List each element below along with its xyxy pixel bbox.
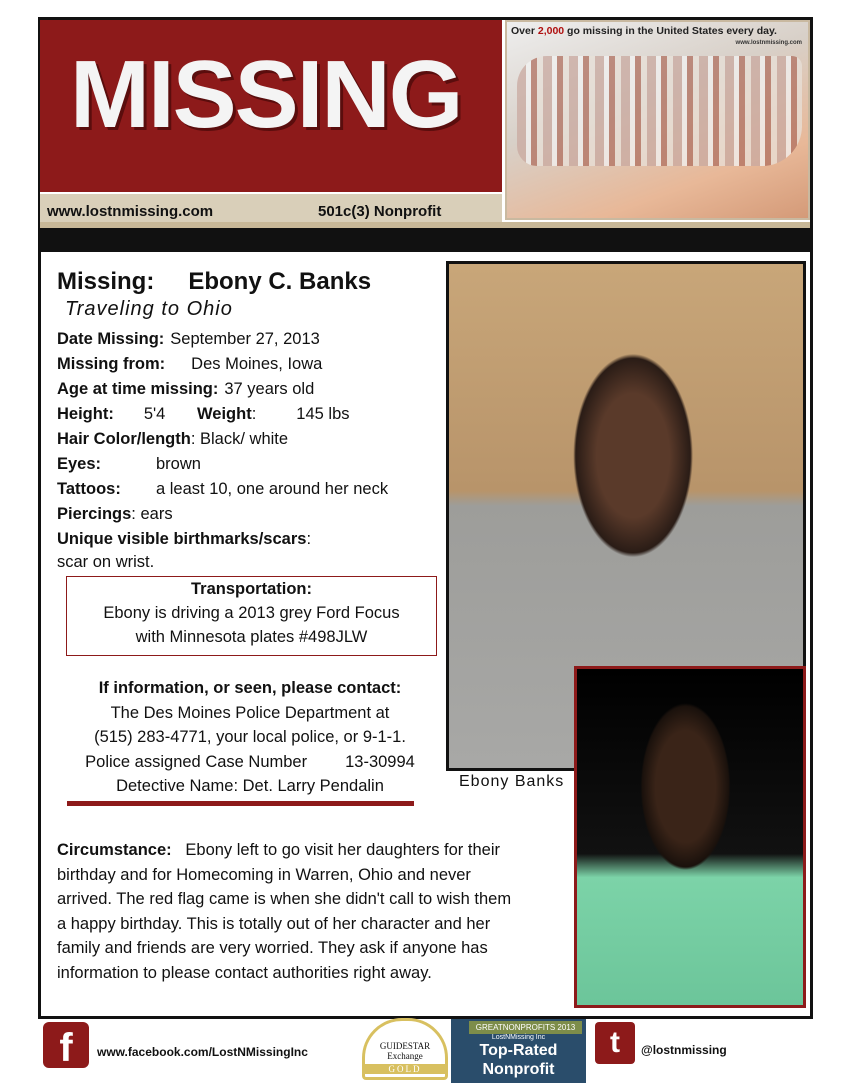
missing-name: Missing: Ebony C. Banks bbox=[57, 268, 372, 295]
field-tattoos: Tattoos: a least 10, one around her neck bbox=[57, 480, 389, 498]
scars-value: scar on wrist. bbox=[57, 553, 155, 571]
facebook-link[interactable]: www.facebook.com/LostNMissingInc bbox=[97, 1045, 308, 1059]
gnp-org: LostNMissing Inc bbox=[491, 1034, 546, 1041]
field-piercings: Piercings: ears bbox=[57, 505, 173, 523]
twitter-handle[interactable]: @lostnmissing bbox=[641, 1043, 727, 1057]
guidestar-level: GOLD bbox=[365, 1064, 445, 1074]
field-date-missing: Date Missing: September 27, 2013 bbox=[57, 330, 320, 348]
transportation-box bbox=[66, 576, 437, 656]
guidestar-sub: Exchange bbox=[387, 1051, 423, 1061]
case-number: Police assigned Case Number 13-30994 bbox=[85, 752, 415, 771]
gnp-top: GREATNONPROFITS 2013 bbox=[469, 1021, 582, 1034]
field-eyes: Eyes: brown bbox=[57, 455, 201, 473]
nonprofit-label: 501c(3) Nonprofit bbox=[318, 203, 442, 220]
missing-title: MISSING bbox=[70, 41, 462, 148]
us-map-collage-image bbox=[505, 20, 810, 220]
twitter-icon[interactable]: t bbox=[595, 1022, 635, 1064]
guidestar-label: GUIDESTAR bbox=[379, 1041, 431, 1051]
missing-person-photo-secondary bbox=[574, 666, 806, 1008]
gnp-line1: Top-Rated bbox=[479, 1042, 558, 1059]
photo-caption: Ebony Banks bbox=[459, 773, 565, 790]
gnp-line2: Nonprofit bbox=[482, 1061, 555, 1078]
contact-line: The Des Moines Police Department at bbox=[110, 703, 390, 722]
collage-graphic bbox=[517, 56, 802, 166]
contact-section bbox=[55, 676, 445, 799]
field-missing-from: Missing from: Des Moines, Iowa bbox=[57, 355, 323, 373]
field-age: Age at time missing: 37 years old bbox=[57, 380, 315, 398]
transportation-line: with Minnesota plates #498JLW bbox=[135, 628, 368, 646]
detective: Detective Name: Det. Larry Pendalin bbox=[116, 777, 384, 795]
field-scars: Unique visible birthmarks/scars: bbox=[57, 530, 312, 548]
transportation-line: Ebony is driving a 2013 grey Ford Focus bbox=[103, 604, 400, 622]
facebook-icon[interactable]: f bbox=[43, 1022, 89, 1068]
banner-text: Over 2,000 go missing in the United States every day. bbox=[511, 25, 777, 37]
guidestar-badge bbox=[362, 1018, 448, 1080]
transportation-title: Transportation: bbox=[190, 580, 312, 598]
contact-phone: (515) 283-4771, your local police, or 9-1-1. bbox=[94, 728, 406, 746]
field-height: Height: 5'4 bbox=[57, 405, 166, 423]
subtitle: Traveling to Ohio bbox=[65, 298, 233, 320]
divider bbox=[67, 801, 414, 806]
great-nonprofits-badge bbox=[451, 1019, 586, 1083]
divider-bar bbox=[40, 228, 810, 252]
circumstance: Circumstance: Ebony left to go visit her daughters for their birthday and for Homecoming in Warren, Ohio and never arrived. The red flag came is when she didn't call to wish them a happy birthday. This is totally out of her character and her family and friends are very worried. They ask if anyone has information to please contact authorities right away. bbox=[57, 841, 512, 982]
website-link[interactable]: www.lostnmissing.com bbox=[47, 203, 214, 220]
field-hair: Hair Color/length: Black/ white bbox=[57, 430, 289, 448]
banner-url: www.lostnmissing.com bbox=[735, 40, 802, 46]
contact-title: If information, or seen, please contact: bbox=[98, 679, 402, 697]
field-weight: Weight: 145 lbs bbox=[197, 405, 350, 423]
